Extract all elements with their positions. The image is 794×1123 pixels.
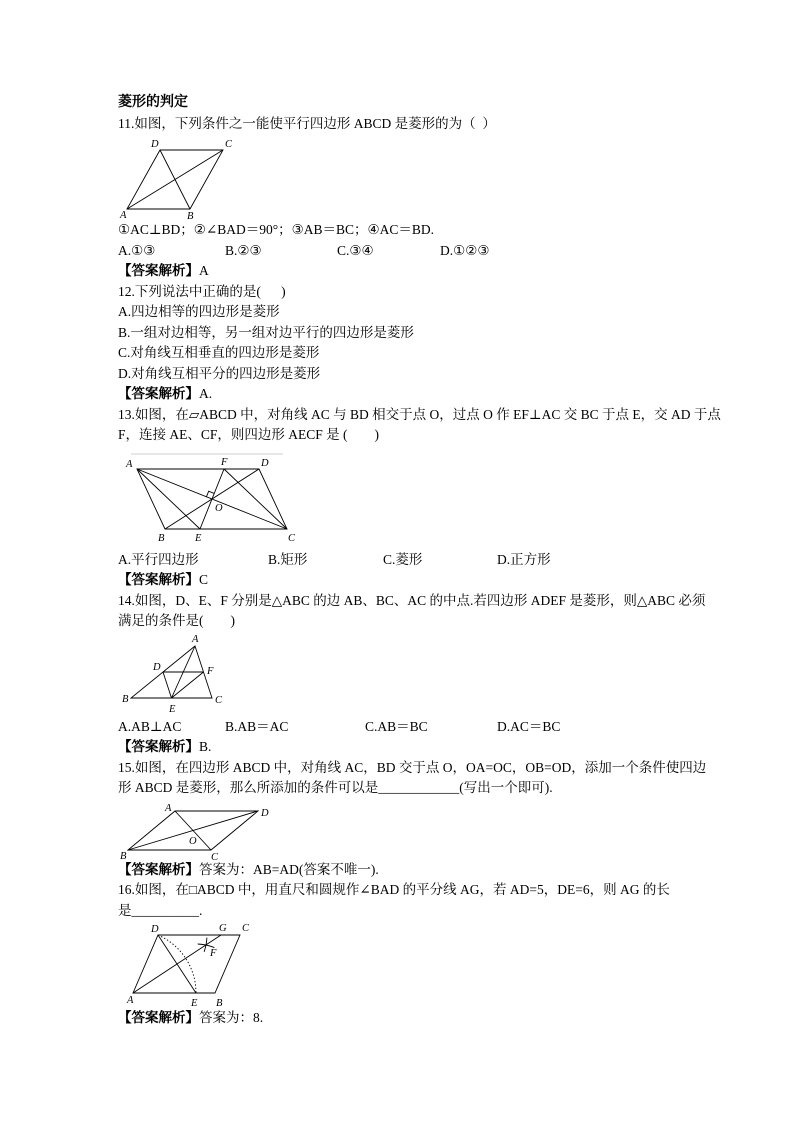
q13-option-b: B.矩形 [268, 551, 308, 567]
label-c: C [215, 694, 223, 706]
segment-de [163, 672, 172, 698]
answer-tag: 【答案解析】 [118, 572, 199, 587]
q16-figure [118, 921, 758, 1008]
q16-construction-diagram [118, 921, 258, 1008]
label-o: O [189, 835, 197, 847]
q11-option-d: D.①②③ [440, 242, 490, 258]
label-a: A [126, 458, 133, 470]
question-15 [118, 758, 758, 881]
q11-conditions: ①AC⊥BD；②∠BAD＝90°；③AB＝BC；④AC＝BD. [118, 222, 434, 237]
diagonal-bd [160, 150, 190, 209]
label-d: D [153, 661, 161, 673]
q11-answer-value: A [199, 263, 209, 278]
q14-triangle-diagram [118, 632, 228, 717]
label-o: O [215, 502, 223, 514]
q14-option-b: B.AB＝AC [225, 718, 289, 734]
q16-answer [118, 1008, 758, 1029]
q14-figure [118, 632, 758, 717]
q11-options [118, 241, 758, 262]
question-12 [118, 282, 758, 405]
worksheet-content [118, 93, 758, 1029]
q13-answer [118, 570, 758, 591]
q14-options [118, 717, 758, 738]
label-d: D [151, 139, 159, 150]
label-a: A [192, 633, 199, 645]
q15-answer-value: 答案为：AB=AD(答案不唯一). [199, 861, 379, 877]
q16-stem-line-2: 是__________. [118, 902, 203, 918]
q15-figure [118, 799, 758, 863]
q14-answer-value: B. [199, 739, 212, 754]
q11-option-c: C.③④ [337, 242, 374, 258]
q15-quadrilateral-diagram [118, 799, 273, 863]
q14-stem-line-2: 满足的条件是( ) [118, 613, 235, 628]
q11-figure [118, 134, 758, 220]
q13-options [118, 550, 758, 571]
label-a: A [127, 995, 134, 1006]
q13-option-c: C.菱形 [383, 551, 423, 567]
label-c: C [211, 851, 219, 863]
q12-option-b: B.一组对边相等，另一组对边平行的四边形是菱形 [118, 324, 414, 340]
label-b: B [158, 532, 165, 544]
q12-option-c: C.对角线互相垂直的四边形是菱形 [118, 345, 320, 360]
q14-stem-line-1: 14.如图，D、E、F 分别是△ABC 的边 AB、BC、AC 的中点.若四边形 ADEF 是菱形，则△ABC 必须 [118, 592, 706, 608]
q15-stem-line-2: 形 ABCD 是菱形，那么所添加的条件可以是____________(写出一个即可). [118, 780, 553, 795]
q14-option-d: D.AC＝BC [497, 718, 561, 734]
q16-answer-value: 答案为：8. [199, 1010, 264, 1025]
label-f: F [210, 948, 217, 959]
q12-answer-value: A. [199, 386, 213, 401]
label-c: C [288, 532, 296, 544]
q13-option-d: D.正方形 [497, 551, 551, 567]
q14-option-a: A.AB⊥AC [118, 718, 182, 734]
q12-answer [118, 384, 758, 405]
question-16 [118, 880, 758, 1029]
label-e: E [195, 532, 202, 544]
answer-tag: 【答案解析】 [118, 263, 199, 278]
segment-de [158, 935, 196, 993]
label-a: A [165, 802, 172, 814]
q11-stem: 11.如图，下列条件之一能使平行四边形 ABCD 是菱形的为（ ） [118, 115, 496, 131]
segment-ef [200, 469, 224, 529]
q16-stem-line-1: 16.如图，在□ABCD 中，用直尺和圆规作∠BAD 的平分线 AG，若 AD=5，DE=6，则 AG 的长 [118, 882, 670, 897]
q13-stem-line-1: 13.如图，在▱ABCD 中，对角线 AC 与 BD 相交于点 O，过点 O 作 EF⊥AC 交 BC 于点 E，交 AD 于点 [118, 406, 721, 422]
q13-stem-line-2: F，连接 AE、CF，则四边形 AECF 是 ( ) [118, 427, 380, 442]
segment-ef [172, 672, 204, 698]
question-14 [118, 591, 758, 758]
label-e: E [169, 703, 176, 715]
answer-tag: 【答案解析】 [118, 386, 199, 401]
q13-option-a: A.平行四边形 [118, 551, 199, 567]
q14-answer [118, 737, 758, 758]
label-d: D [261, 457, 269, 469]
section-title: 菱形的判定 [118, 95, 188, 110]
segment-cf [224, 469, 287, 529]
label-b: B [187, 211, 194, 222]
label-d: D [261, 807, 269, 819]
q15-stem-line-1: 15.如图，在四边形 ABCD 中，对角线 AC，BD 交于点 O，OA=OC，OB=OD，添加一个条件使四边 [118, 759, 707, 775]
label-a: A [120, 210, 127, 221]
q12-option-d: D.对角线互相平分的四边形是菱形 [118, 365, 321, 381]
q11-option-b: B.②③ [225, 242, 262, 258]
q11-option-a: A.①③ [118, 242, 156, 258]
answer-tag: 【答案解析】 [118, 1010, 199, 1025]
answer-tag: 【答案解析】 [118, 861, 199, 877]
parallelogram-abcd [133, 935, 240, 993]
q13-parallelogram-diagram [118, 446, 303, 550]
label-b: B [122, 693, 129, 705]
label-f: F [221, 456, 228, 468]
label-d: D [151, 924, 159, 935]
label-e: E [191, 998, 198, 1009]
answer-tag: 【答案解析】 [118, 739, 199, 754]
q13-figure [118, 446, 758, 550]
q15-answer [118, 860, 758, 881]
q12-stem: 12.下列说法中正确的是( ) [118, 283, 286, 299]
question-13 [118, 405, 758, 591]
label-f: F [207, 665, 214, 677]
question-11 [118, 114, 758, 282]
q13-answer-value: C [199, 572, 209, 587]
q14-option-c: C.AB＝BC [365, 718, 428, 734]
label-c: C [225, 139, 233, 150]
q11-parallelogram-diagram [118, 134, 248, 220]
q12-option-a: A.四边相等的四边形是菱形 [118, 304, 280, 319]
label-b: B [216, 998, 223, 1009]
segment-ae [137, 469, 200, 529]
label-b: B [120, 850, 127, 862]
q11-answer [118, 261, 758, 282]
label-g: G [219, 923, 227, 934]
label-c: C [242, 923, 250, 934]
